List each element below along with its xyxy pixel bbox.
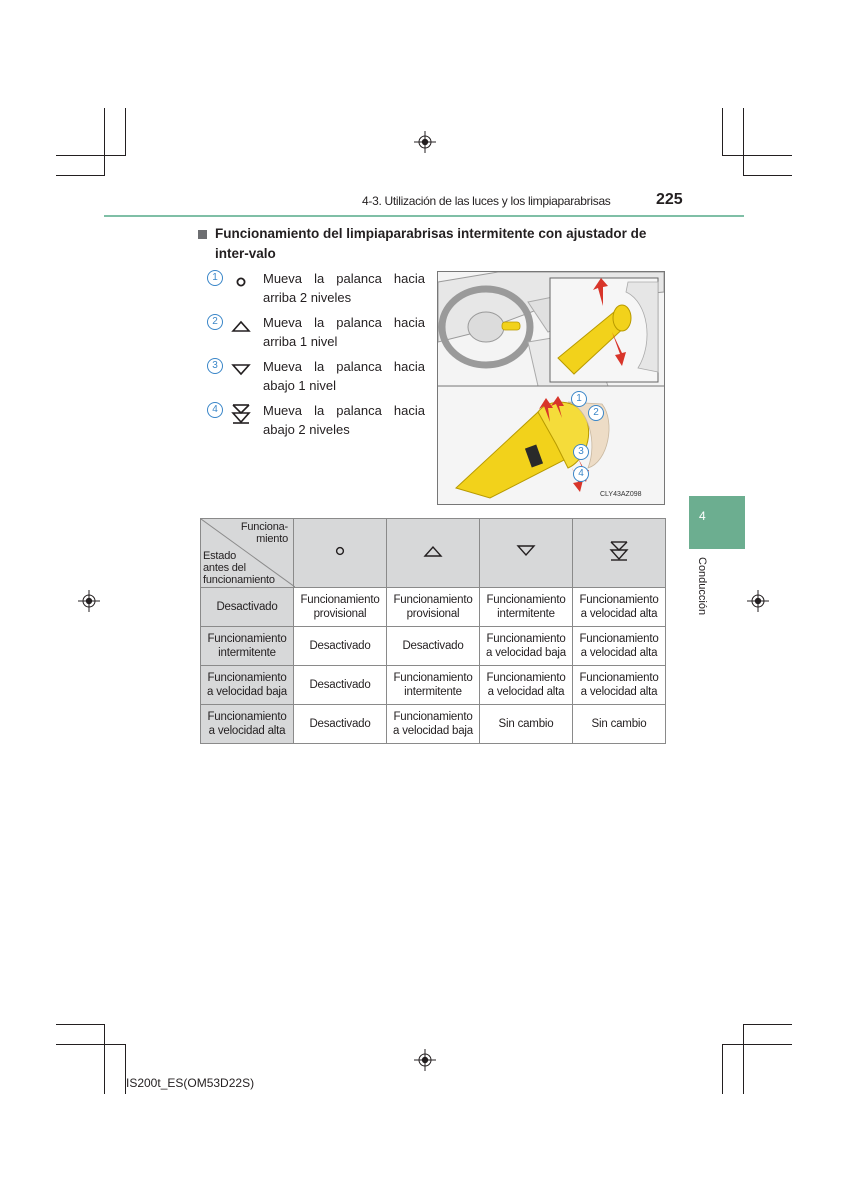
table-cell: Funcionamiento intermitente: [387, 666, 480, 705]
triangle-up-icon: [422, 541, 444, 561]
table-row: [201, 666, 666, 705]
wiper-lever-illustration: [437, 271, 665, 505]
chapter-tab: [689, 496, 745, 549]
corner-column-label: Funciona- miento: [240, 521, 288, 545]
table-cell: Desactivado: [294, 627, 387, 666]
step-number: 2: [207, 314, 223, 330]
column-header: [387, 519, 480, 588]
table-cell: Funcionamiento a velocidad alta: [480, 666, 573, 705]
column-header: [294, 519, 387, 588]
column-header: [480, 519, 573, 588]
step-number: 1: [207, 270, 223, 286]
table-cell: Funcionamiento provisional: [294, 588, 387, 627]
triangle-up-icon: [230, 316, 252, 336]
table-corner-cell: [201, 519, 294, 588]
step-text: Mueva la palanca hacia abajo 1 nivel: [263, 359, 425, 393]
row-header: Funcionamiento a velocidad alta: [201, 705, 294, 744]
triangle-down-icon: [515, 541, 537, 561]
row-header: Funcionamiento a velocidad baja: [201, 666, 294, 705]
wiper-state-table: [200, 518, 666, 744]
wiper-lever-illustration-art: [438, 272, 664, 504]
circle-icon: [230, 272, 252, 292]
page-number: 225: [656, 191, 683, 208]
table-cell: Funcionamiento a velocidad baja: [480, 627, 573, 666]
step-text: Mueva la palanca hacia arriba 1 nivel: [263, 315, 425, 349]
figure-callout: 4: [573, 466, 589, 482]
table-cell: Desactivado: [294, 705, 387, 744]
registration-mark-icon: [78, 590, 100, 612]
corner-row-label: Estado antes del funcionamiento: [203, 550, 275, 586]
table-cell: Sin cambio: [573, 705, 666, 744]
step-text: Mueva la palanca hacia arriba 2 niveles: [263, 271, 425, 305]
double-triangle-down-icon: [230, 402, 252, 426]
table-header-row: [201, 519, 666, 588]
circle-icon: [329, 541, 351, 561]
table-cell: Desactivado: [387, 627, 480, 666]
table-row: [201, 588, 666, 627]
table-cell: Funcionamiento a velocidad alta: [573, 588, 666, 627]
table-cell: Desactivado: [294, 666, 387, 705]
running-header: 4-3. Utilización de las luces y los limpiaparabrisas: [362, 194, 611, 208]
figure-callout: 1: [571, 391, 587, 407]
figure-callout: 2: [588, 405, 604, 421]
table-cell: Sin cambio: [480, 705, 573, 744]
figure-code: CLY43AZ098: [600, 491, 642, 498]
header-divider: [104, 215, 744, 217]
document-code: IS200t_ES(OM53D22S): [126, 1076, 255, 1090]
chapter-number: 4: [699, 509, 706, 523]
table-row: [201, 705, 666, 744]
row-header: Funcionamiento intermitente: [201, 627, 294, 666]
registration-mark-icon: [414, 131, 436, 153]
registration-mark-icon: [747, 590, 769, 612]
table-cell: Funcionamiento provisional: [387, 588, 480, 627]
step-number: 4: [207, 402, 223, 418]
table-row: [201, 627, 666, 666]
table-cell: Funcionamiento intermitente: [480, 588, 573, 627]
table-cell: Funcionamiento a velocidad alta: [573, 627, 666, 666]
section-bullet-icon: [198, 230, 207, 239]
triangle-down-icon: [230, 360, 252, 380]
double-triangle-down-icon: [608, 539, 630, 563]
chapter-label: Conducción: [696, 557, 708, 616]
section-heading: Funcionamiento del limpiaparabrisas intermitente con ajustador de inter-valo: [215, 226, 647, 261]
table-cell: Funcionamiento a velocidad alta: [573, 666, 666, 705]
row-header: Desactivado: [201, 588, 294, 627]
figure-callout: 3: [573, 444, 589, 460]
table-cell: Funcionamiento a velocidad baja: [387, 705, 480, 744]
step-number: 3: [207, 358, 223, 374]
step-text: Mueva la palanca hacia abajo 2 niveles: [263, 403, 425, 437]
column-header: [573, 519, 666, 588]
registration-mark-icon: [414, 1049, 436, 1071]
